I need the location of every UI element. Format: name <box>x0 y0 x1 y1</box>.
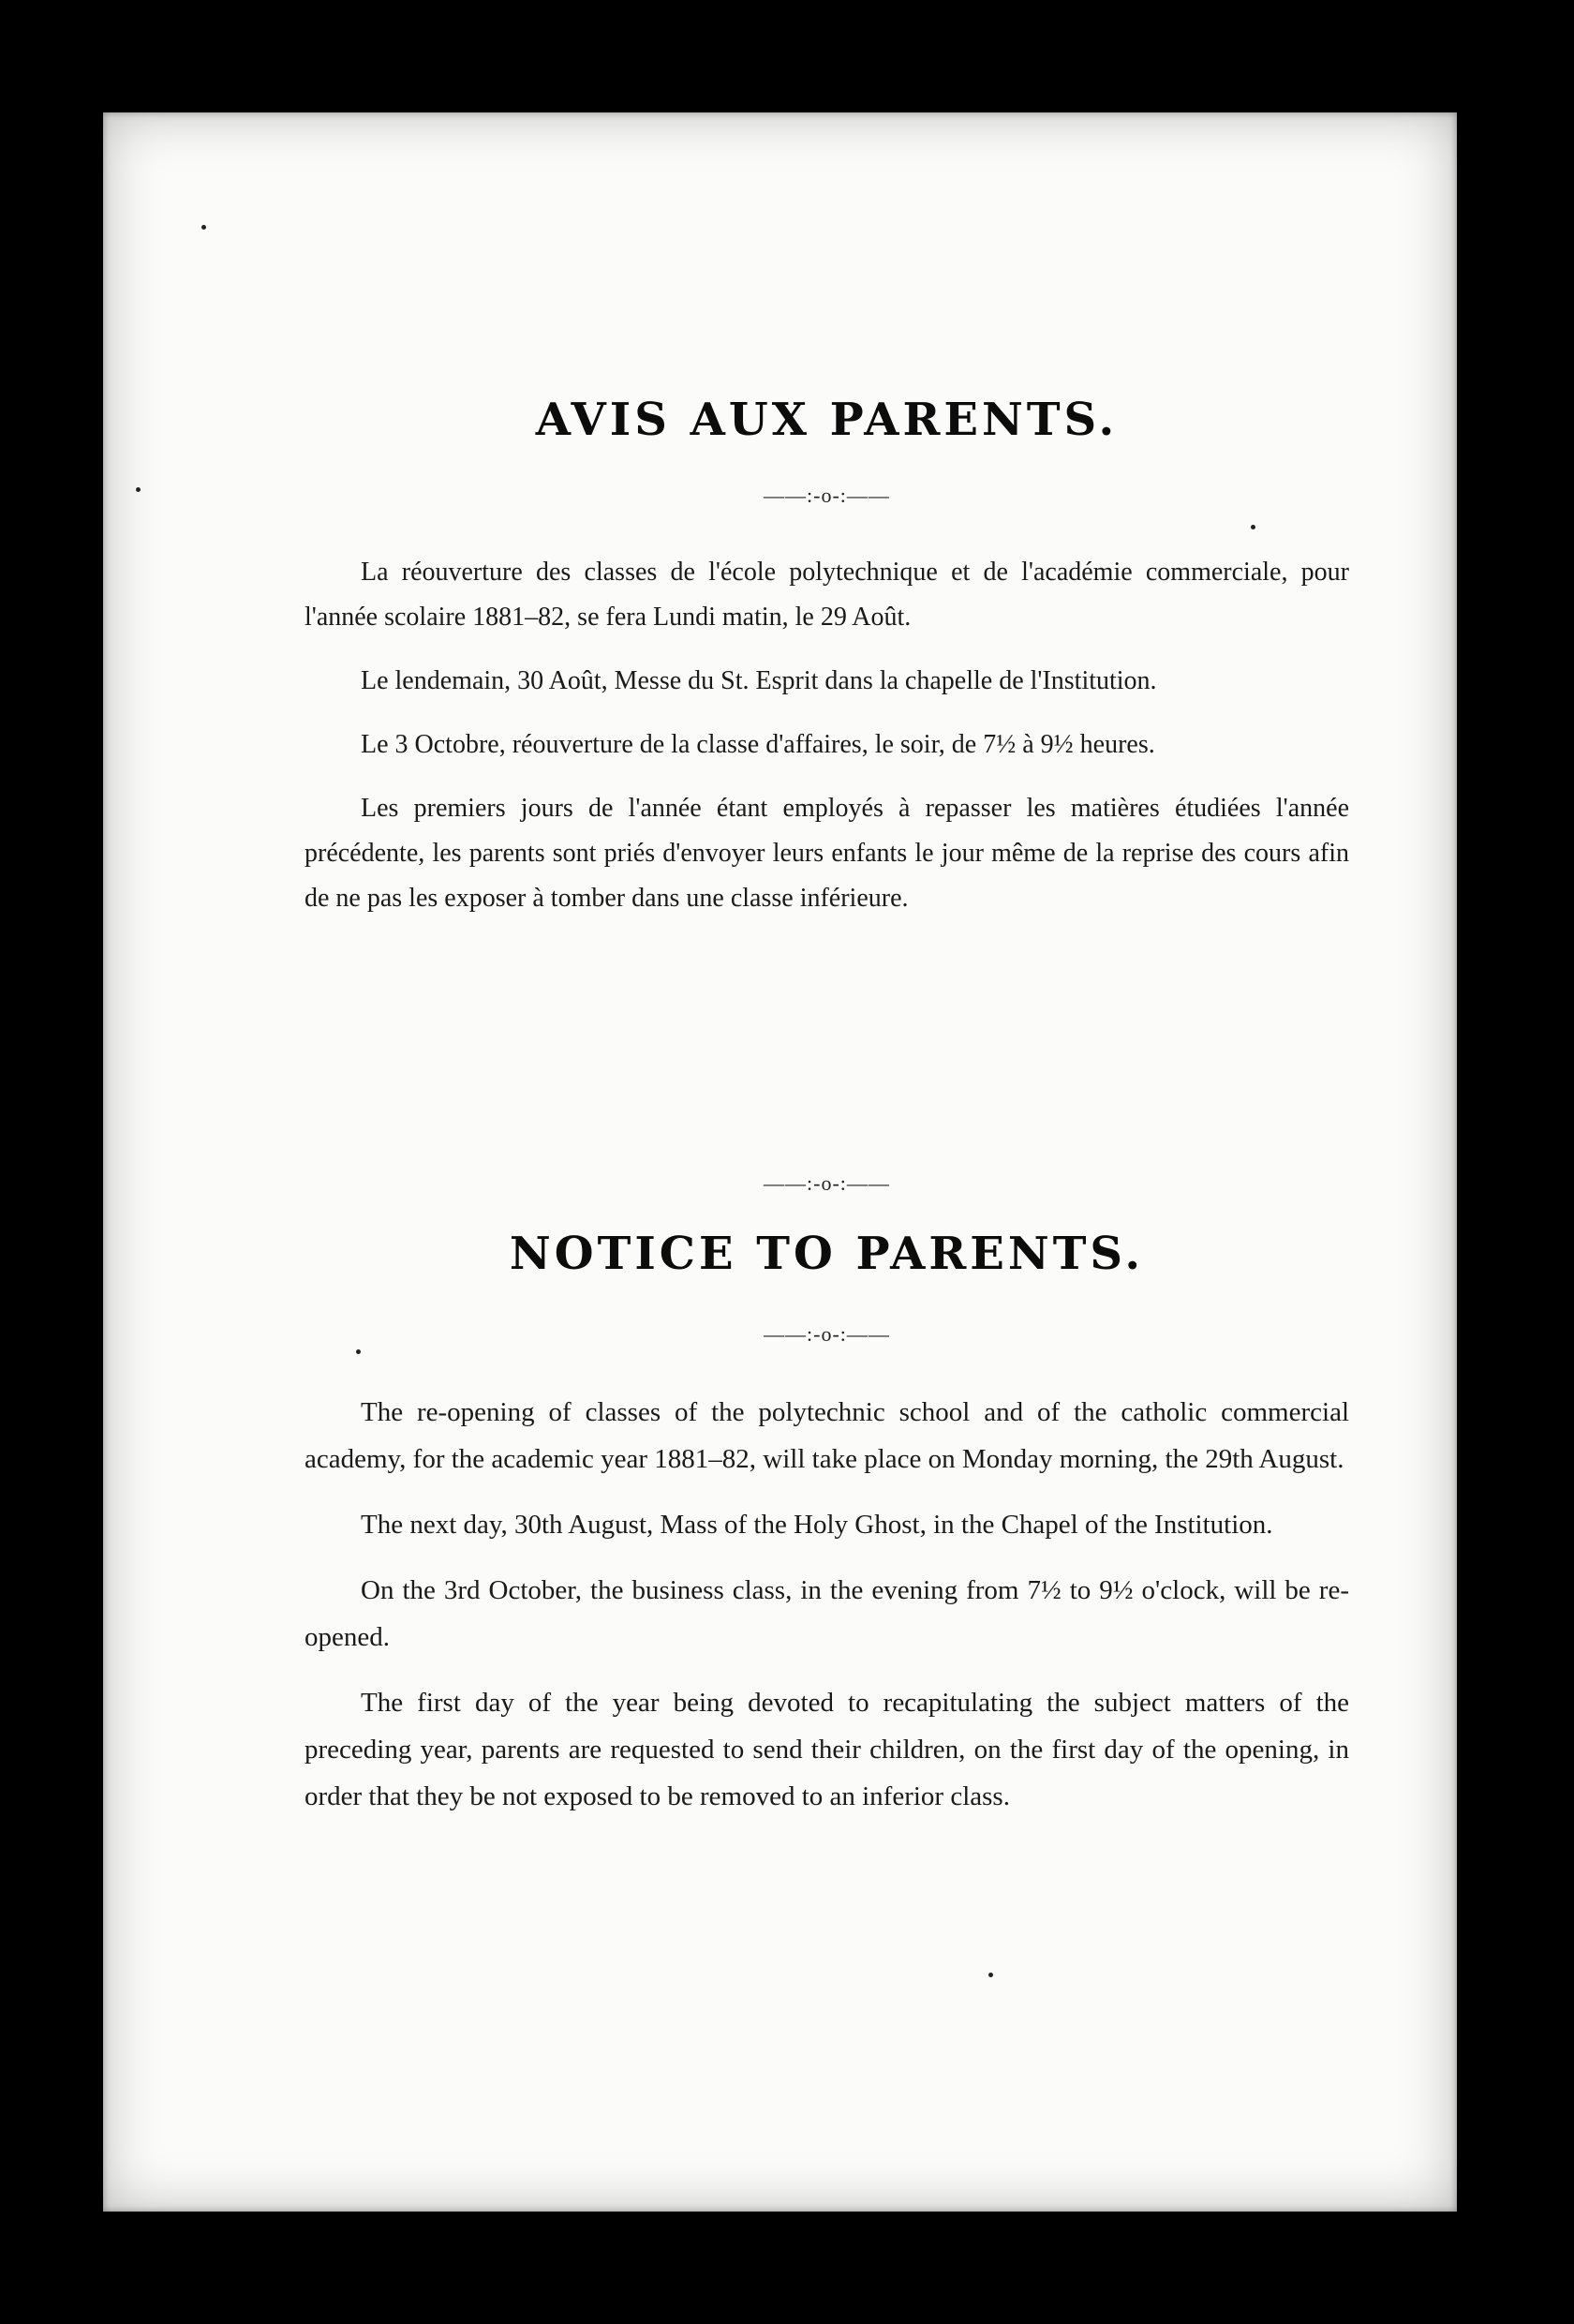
english-paragraph-1: The re-opening of classes of the polytechnic school and of the catholic commercial academy, for the academic year 1881–82, will take place on Monday morning, the 29th August. <box>304 1397 1349 1474</box>
ink-speck <box>201 225 206 230</box>
english-title-separator: ——:-o-:—— <box>764 1322 890 1346</box>
english-title: NOTICE TO PARENTS. <box>509 1228 1145 1280</box>
french-paragraph-3: Le 3 Octobre, réouverture de la classe d'affaires, le soir, de 7½ à 9½ heures. <box>361 730 1155 759</box>
english-paragraph-4: The first day of the year being devoted to recapitulating the subject matters of the preceding year, parents are requested to send their children, on the first day of the opening, in order that they be not exposed to be removed to an inferior class. <box>304 1688 1349 1811</box>
french-paragraph-2: Le lendemain, 30 Août, Messe du St. Esprit dans la chapelle de l'Institution. <box>361 666 1157 695</box>
french-paragraph-1: La réouverture des classes de l'école polytechnique et de l'académie commerciale, pour l'année scolaire 1881–82, se fera Lundi matin, le 29 Août. <box>304 558 1349 632</box>
section-divider-text: ——:-o-:—— <box>764 1171 890 1195</box>
notice-page <box>103 112 1457 2212</box>
french-title-separator: ——:-o-:—— <box>764 484 890 507</box>
french-notice <box>304 394 1349 940</box>
french-paragraph-4: Les premiers jours de l'année étant employés à repasser les matières étudiées l'année précédente, les parents sont priés d'envoyer leurs enfants le jour même de la reprise des cours afin de ne pas les exposer à tomber dans une classe inférieure. <box>304 794 1349 913</box>
ink-speck <box>988 1973 993 1977</box>
english-paragraph-2: The next day, 30th August, Mass of the Holy Ghost, in the Chapel of the Institution. <box>361 1510 1273 1540</box>
section-divider <box>304 1171 1349 1196</box>
english-notice <box>304 1228 1349 1839</box>
english-paragraph-3: On the 3rd October, the business class, in the evening from 7½ to 9½ o'clock, will be re-opened. <box>304 1575 1349 1652</box>
ink-speck <box>136 487 141 492</box>
french-title: AVIS AUX PARENTS. <box>535 394 1119 446</box>
